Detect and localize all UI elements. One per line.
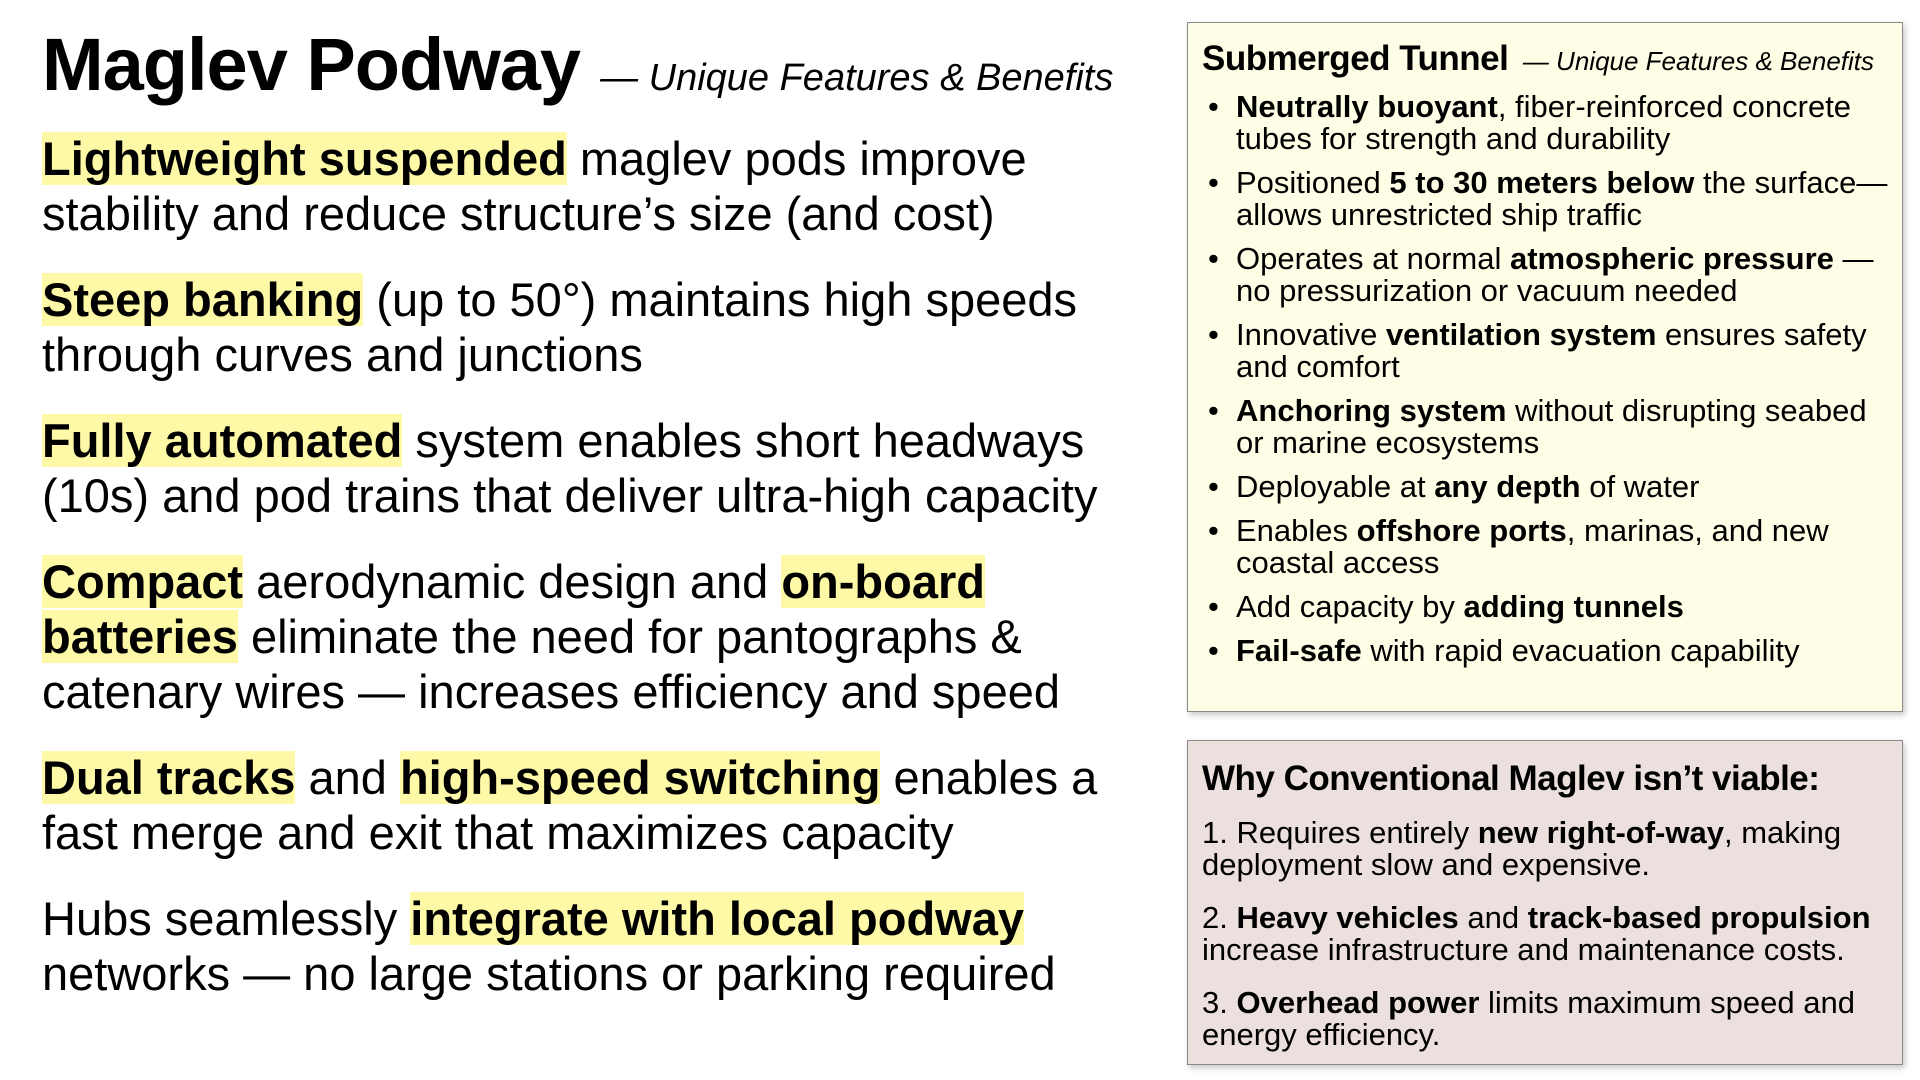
tunnel-panel-title: Submerged Tunnel [1202, 39, 1509, 78]
bullet-text: without disrupting seabed or marine ecosystems [1236, 393, 1867, 460]
why-panel-title: Why Conventional Maglev isn’t viable: [1202, 759, 1820, 798]
page-subtitle: — Unique Features & Benefits [600, 57, 1114, 99]
item-text: 1. Requires entirely [1202, 815, 1478, 850]
feature-compact [42, 554, 1152, 719]
bullet-text: Add capacity by [1236, 589, 1464, 624]
tunnel-panel-subtitle: — Unique Features & Benefits [1522, 46, 1875, 76]
bold-text: Heavy vehicles [1236, 900, 1459, 935]
feature-text: aerodynamic design and [243, 555, 782, 608]
item-text: 3. [1202, 985, 1237, 1020]
bullet-text: Innovative [1236, 317, 1386, 352]
feature-highlight: high-speed switching [399, 751, 881, 804]
bullet-text: Enables [1236, 513, 1357, 548]
feature-automated [42, 413, 1152, 523]
list-item [1202, 817, 1888, 881]
list-item [1202, 395, 1888, 459]
feature-banking [42, 272, 1152, 382]
list-item [1202, 987, 1888, 1051]
bullet-text: , marinas, and new coastal access [1236, 513, 1829, 580]
item-text: and [1458, 900, 1528, 935]
bullet-text: —no pressurization or vacuum needed [1236, 241, 1874, 308]
feature-highlight: Compact [42, 555, 244, 608]
bullet-text: Operates at normal [1236, 241, 1510, 276]
bold-text: 5 to 30 meters below [1389, 165, 1695, 200]
list-item [1202, 167, 1888, 231]
bold-text: Neutrally buoyant [1236, 89, 1498, 124]
feature-highlight: Fully automated [42, 414, 403, 467]
list-item [1202, 471, 1888, 503]
feature-text: (up to 50°) maintains high speeds through curves and junctions [42, 273, 1078, 381]
feature-text: enables a fast merge and exit that maximizes capacity [42, 751, 1098, 859]
bold-text: any depth [1434, 469, 1581, 504]
feature-highlight: Lightweight suspended [42, 132, 567, 185]
tunnel-bullet-list [1202, 91, 1888, 667]
list-item [1202, 635, 1888, 667]
features-column [42, 22, 1152, 1032]
bold-text: new right-of-way [1477, 815, 1724, 850]
list-item [1202, 515, 1888, 579]
bold-text: Overhead power [1236, 985, 1480, 1020]
why-conventional-panel [1187, 740, 1903, 1065]
feature-hubs [42, 891, 1152, 1001]
list-item [1202, 591, 1888, 623]
bold-text: atmospheric pressure [1509, 241, 1834, 276]
bullet-text: Deployable at [1236, 469, 1435, 504]
feature-highlight: Dual tracks [42, 751, 296, 804]
page-title: Maglev Podway [42, 23, 581, 106]
tunnel-panel-header [1202, 39, 1888, 79]
feature-highlight: Steep banking [42, 273, 364, 326]
feature-text: and [295, 751, 400, 804]
bold-text: track-based propulsion [1527, 900, 1871, 935]
bold-text: Anchoring system [1236, 393, 1507, 428]
feature-text: system enables short headways (10s) and pod trains that deliver ultra-high capacity [42, 414, 1098, 522]
feature-text: eliminate the need for pantographs & catenary wires — increases efficiency and speed [42, 610, 1060, 718]
list-item [1202, 243, 1888, 307]
bold-text: Fail-safe [1236, 633, 1362, 668]
feature-dual-tracks [42, 750, 1152, 860]
feature-text: Hubs seamlessly [42, 892, 411, 945]
list-item [1202, 902, 1888, 966]
bold-text: adding tunnels [1463, 589, 1684, 624]
item-text: , making deployment slow and expensive. [1202, 815, 1842, 882]
feature-text: networks — no large stations or parking required [42, 947, 1056, 1000]
title-row [42, 22, 1152, 107]
bullet-text: of water [1580, 469, 1700, 504]
item-text: 2. [1202, 900, 1237, 935]
item-text: increase infrastructure and maintenance costs. [1202, 932, 1845, 967]
list-item [1202, 91, 1888, 155]
list-item [1202, 319, 1888, 383]
bullet-text: ensures safety and comfort [1236, 317, 1867, 384]
feature-highlight: on-board batteries [42, 555, 985, 663]
bold-text: ventilation system [1385, 317, 1657, 352]
feature-highlight: integrate with local podway [410, 892, 1025, 945]
bold-text: offshore ports [1356, 513, 1567, 548]
bullet-text: , fiber-reinforced concrete tubes for strength and durability [1236, 89, 1852, 156]
feature-lightweight [42, 131, 1152, 241]
bullet-text: the surface—allows unrestricted ship traffic [1236, 165, 1888, 232]
bullet-text: with rapid evacuation capability [1361, 633, 1800, 668]
feature-text: maglev pods improve stability and reduce structure’s size (and cost) [42, 132, 1027, 240]
submerged-tunnel-panel [1187, 22, 1903, 712]
item-text: limits maximum speed and energy efficiency. [1202, 985, 1855, 1052]
bullet-text: Positioned [1236, 165, 1390, 200]
